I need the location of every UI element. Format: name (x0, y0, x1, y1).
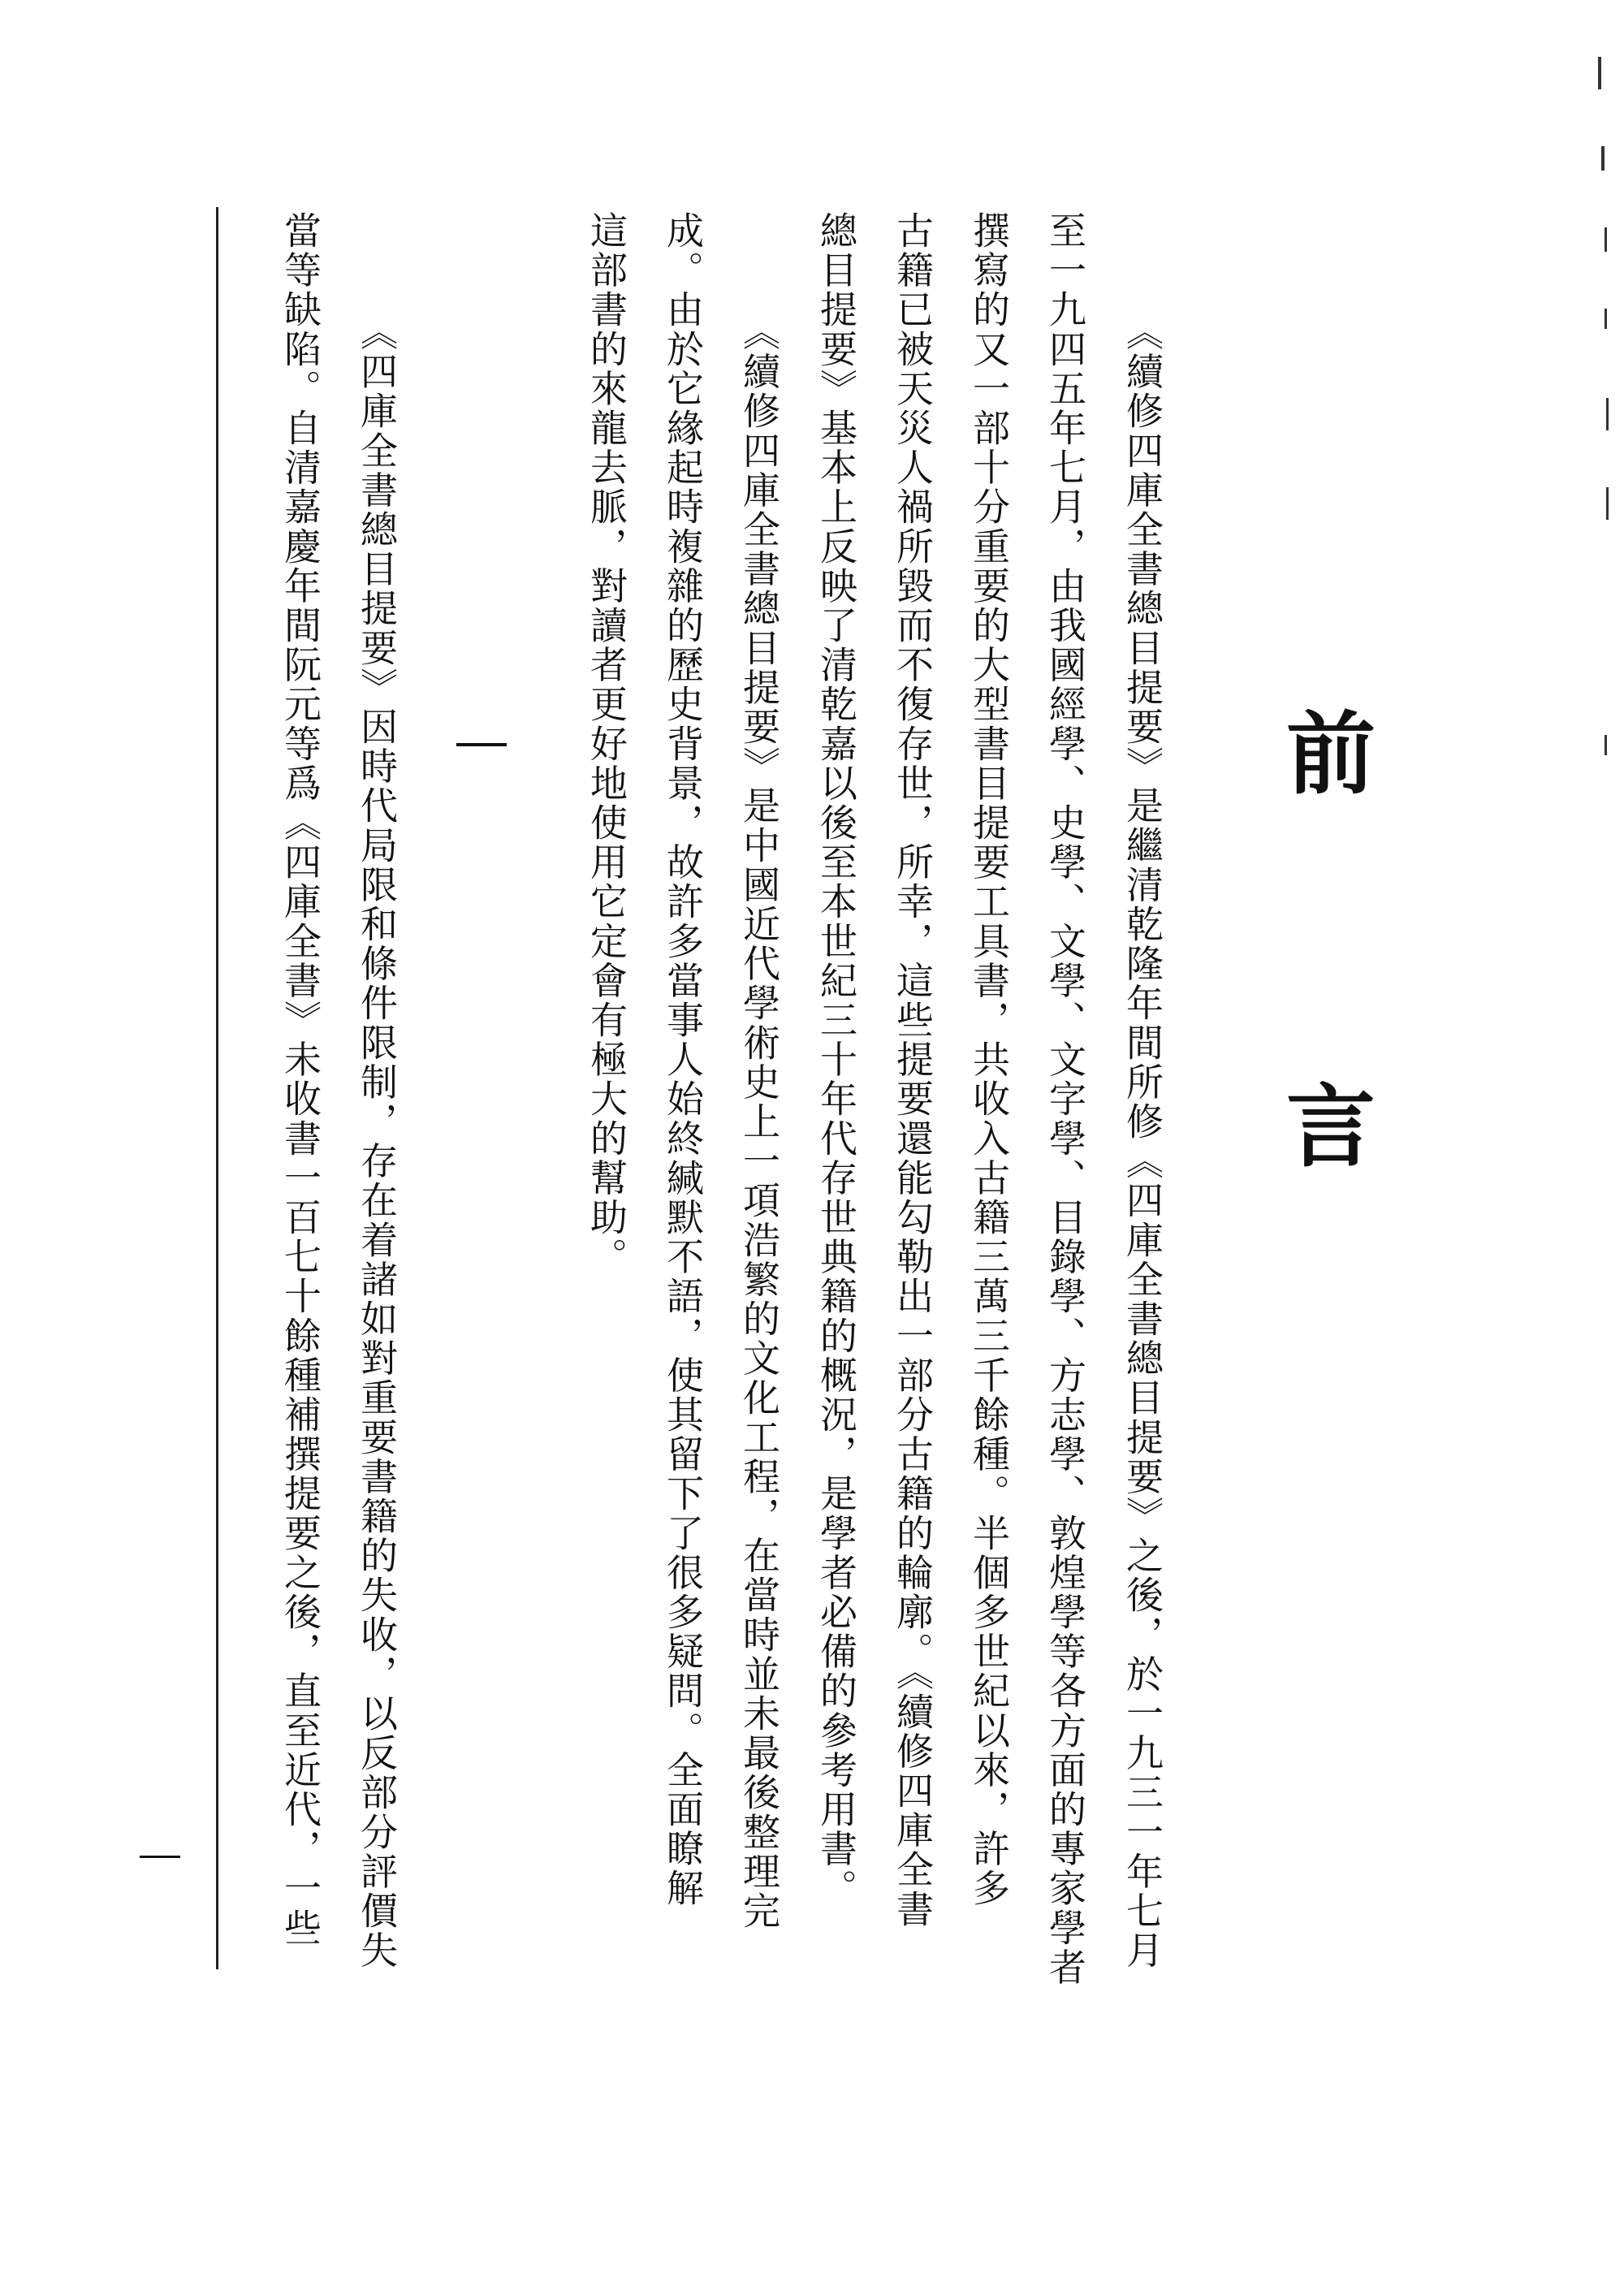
edge-mark (1605, 735, 1607, 755)
text-column-8: 這部書的來龍去脈，對讀者更好地使用它定會有極大的幫助。 (585, 211, 628, 1277)
margin-rule (216, 207, 218, 1969)
text-column-1: 《續修四庫全書總目提要》是繼清乾隆年間所修《四庫全書總目提要》之後，於一九三一年七月 (1121, 313, 1164, 1971)
text-column-2: 至一九四五年七月，由我國經學、史學、文學、文字學、目錄學、方志學、敦煌學等各方面的專家學者 (1043, 211, 1087, 1987)
text-column-10: 當等缺陷。自清嘉慶年間阮元等爲《四庫全書》未收書一百七十餘種補撰提要之後，直至近代，一些 (279, 211, 322, 1948)
text-column-5: 總目提要》基本上反映了清乾嘉以後至本世紀三十年代存世典籍的概況，是學者必備的參考用書。 (814, 211, 858, 1908)
edge-mark (1598, 57, 1601, 89)
edge-mark (1606, 398, 1609, 430)
page-title: 前 言 (1272, 707, 1376, 1258)
edge-mark (1606, 487, 1609, 520)
edge-mark (1605, 309, 1607, 329)
text-column-9: 《四庫全書總目提要》因時代局限和條件限制，存在着諸如對重要書籍的失收，以反部分評價失 (355, 313, 399, 1971)
edge-mark (1601, 146, 1605, 171)
page-dash (140, 1856, 180, 1858)
section-number (456, 743, 507, 746)
text-column-7: 成。由於它緣起時複雜的歷史背景，故許多當事人始終緘默不語，使其留下了很多疑問。全面瞭解 (661, 211, 705, 1908)
edge-mark (1605, 227, 1607, 252)
text-column-6: 《續修四庫全書總目提要》是中國近代學術史上一項浩繁的文化工程，在當時並未最後整理完 (737, 313, 781, 1931)
text-column-4: 古籍已被天災人禍所毀而不復存世，所幸，這些提要還能勾勒出一部分古籍的輪廓。《續修四庫全書 (891, 211, 935, 1929)
text-column-3: 撰寫的又一部十分重要的大型書目提要工具書，共收入古籍三萬三千餘種。半個多世紀以來，許多 (967, 211, 1011, 1908)
